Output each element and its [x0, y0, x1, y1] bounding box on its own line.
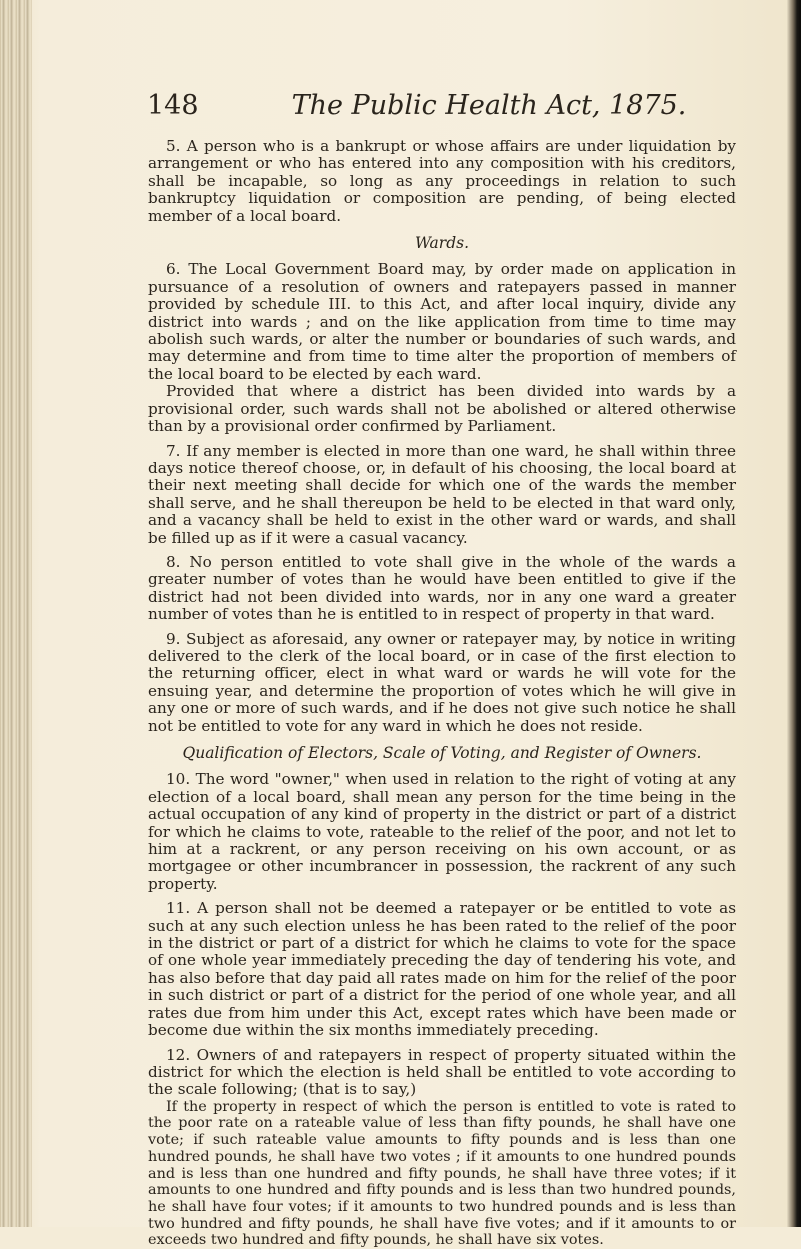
- section-7: 7. If any member is elected in more than one ward, he shall within three days notice thereof choose, or, in default of his choosing, the local board at their next meeting shall decide for which one of the wards the member shall serve, and he shall thereupon be held to be elected in that ward only, and a vacancy shall be held to exist in the other ward or wards, and shall be filled up as if it were a casual vacancy.: [148, 441, 736, 547]
- page-edge-shadow: [787, 0, 801, 1227]
- section-8: 8. No person entitled to vote shall give in the whole of the wards a greater number of votes than he would have been entitled to give if the district had not been divided into wards, nor in any one ward a greater number of votes than he is entitled to in respect of property in that ward.: [148, 552, 736, 624]
- heading-qualification: Qualification of Electors, Scale of Voting, and Register of Owners.: [182, 744, 702, 762]
- section-11: 11. A person shall not be deemed a ratepayer or be entitled to vote as such at any such election unless he has been rated to the relief of the poor in the district or part of a district for which he claims to vote for the space of one whole year immediately preceding the day of tendering his vote, and has also before that day paid all rates made on him for the relief of the poor in such district or part of a district for the period of one whole year, and all rates due from him under this Act, except rates which have been made or become due within the six months immediately preceding.: [148, 899, 736, 1040]
- page-binding: [0, 0, 32, 1227]
- section-5: 5. A person who is a bankrupt or whose affairs are under liquidation by arrangement or who has entered into any composition with his creditors, shall be incapable, so long as any proceedings in relation to such bankruptcy liquidation or composition are pending, of being elected member of a local board.: [148, 137, 736, 225]
- section-9: 9. Subject as aforesaid, any owner or ratepayer may, by notice in writing delivered to the clerk of the local board, or in case of the first election to the returning officer, elect in what ward or wards he will vote for the ensuing year, and determine the proportion of votes which he will give in any one or more of such wards, and if he does not give such notice he shall not be entitled to vote for any ward in which he does not reside.: [148, 629, 736, 735]
- body-text: [148, 138, 736, 1249]
- section-6: 6. The Local Government Board may, by order made on application in pursuance of a resolution of owners and ratepayers passed in manner provided by schedule III. to this Act, and after local inquiry, divide any district into wards ; and on the like application from time to time may abolish such wards, or alter the number or boundaries of such wards, and may determine and from time to time alter the proportion of members of the local board to be elected by each ward.: [148, 260, 736, 383]
- running-title: The Public Health Act, 1875.: [291, 90, 687, 121]
- section-6-proviso: Provided that where a district has been divided into wards by a provisional order, such wards shall not be abolished or altered otherwise than by a provisional order confirmed by Parliament.: [148, 382, 736, 436]
- page-number: 148: [147, 90, 199, 121]
- section-12-voting-scale: If the property in respect of which the person is entitled to vote is rated to the poor rate on a rateable value of less than fifty pounds, he shall have one vote; if such rateable value amounts to fifty pounds and is less than one hundred pounds, he shall have two votes ; if it amounts to one hundred pounds and is less than one hundred and fifty pounds, he shall have three votes; if it amounts to one hundred and fifty pounds and is less than two hundred pounds, he shall have four votes; if it amounts to two hundred pounds and is less than two hundred and fifty pounds, he shall have five votes; and if it amounts to or exceeds two hundred and fifty pounds, he shall have six votes.: [148, 1098, 736, 1249]
- section-10: 10. The word "owner," when used in relation to the right of voting at any election of a local board, shall mean any person for the time being in the actual occupation of any kind of property in the district or part of a district for which he claims to vote, rateable to the relief of the poor, and not let to him at a rackrent, or any person receiving on his own account, or as mortgagee or other incumbrancer in possession, the rackrent of any such property.: [148, 770, 736, 893]
- section-12: 12. Owners of and ratepayers in respect of property situated within the district for which the election is held shall be entitled to vote according to the scale following; (that is to say,): [148, 1045, 736, 1099]
- heading-wards: Wards.: [414, 234, 470, 253]
- running-header: [147, 86, 747, 126]
